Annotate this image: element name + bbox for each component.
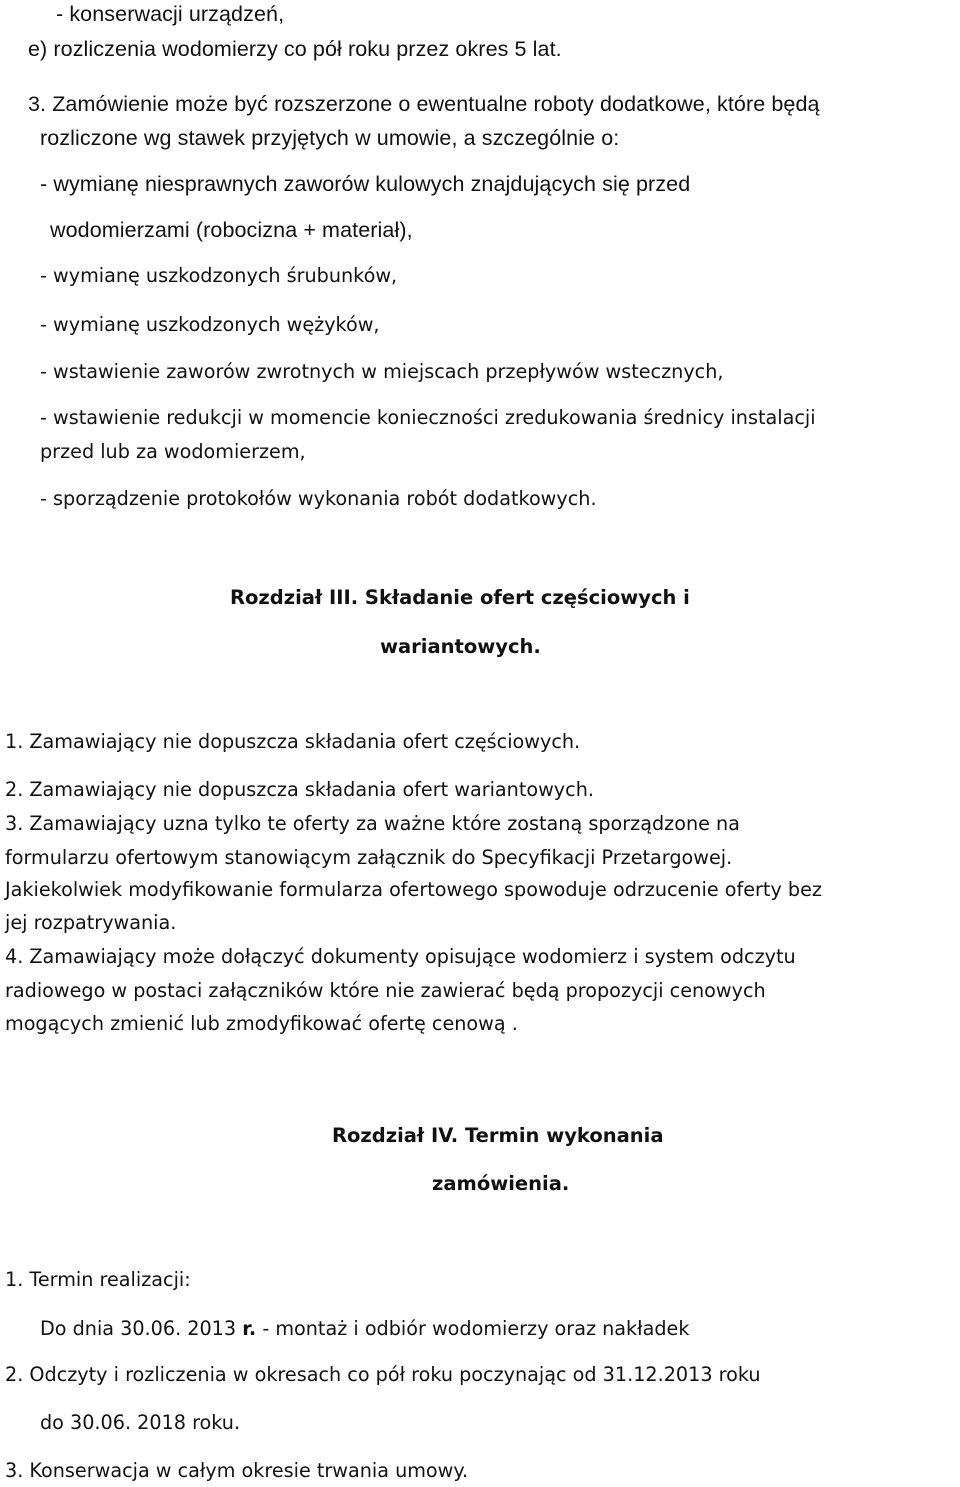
bold-abbrev: r.	[242, 1317, 257, 1340]
list-item: - wstawienie zaworów zwrotnych w miejscach przepływów wstecznych,	[40, 360, 724, 383]
text-line: do 30.06. 2018 roku.	[40, 1411, 241, 1434]
numbered-item: 1. Termin realizacji:	[5, 1268, 191, 1291]
chapter-title: zamówienia.	[432, 1172, 570, 1195]
text-line: - konserwacji urządzeń,	[56, 2, 285, 26]
numbered-item: 2. Zamawiający nie dopuszcza składania ofert wariantowych.	[5, 778, 594, 801]
numbered-item: 3. Konserwacja w całym okresie trwania umowy.	[5, 1459, 469, 1482]
list-item: - wstawienie redukcji w momencie konieczności zredukowania średnicy instalacji	[40, 406, 816, 429]
list-item: - wymianę niesprawnych zaworów kulowych znajdujących się przed	[40, 172, 691, 196]
text-line: Jakiekolwiek modyfikowanie formularza ofertowego spowoduje odrzucenie oferty bez	[5, 878, 822, 901]
text-line: formularzu ofertowym stanowiącym załącznik do Specyfikacji Przetargowej.	[5, 846, 733, 869]
text-line: rozliczone wg stawek przyjętych w umowie, a szczególnie o:	[40, 126, 620, 150]
numbered-item: 1. Zamawiający nie dopuszcza składania ofert częściowych.	[5, 730, 581, 753]
list-item: przed lub za wodomierzem,	[40, 440, 306, 463]
text-line: jej rozpatrywania.	[5, 911, 177, 934]
text-line: radiowego w postaci załączników które nie zawierać będą propozycji cenowych	[5, 979, 766, 1002]
text-fragment: - montaż i odbiór wodomierzy oraz nakładek	[256, 1317, 690, 1340]
chapter-title: Rozdział IV. Termin wykonania	[332, 1124, 664, 1147]
text-line: 3. Zamówienie może być rozszerzone o ewentualne roboty dodatkowe, które będą	[28, 92, 820, 116]
chapter-title: Rozdział III. Składanie ofert częściowych i	[230, 586, 690, 609]
list-item: wodomierzami (robocizna + materiał),	[50, 218, 413, 242]
list-item: - sporządzenie protokołów wykonania robót dodatkowych.	[40, 487, 597, 510]
chapter-title: wariantowych.	[380, 635, 541, 658]
date-text: Do dnia 30.06. 2013	[40, 1317, 243, 1340]
numbered-item: 3. Zamawiający uzna tylko te oferty za ważne które zostaną sporządzone na	[5, 812, 740, 835]
list-item: - wymianę uszkodzonych wężyków,	[40, 313, 380, 336]
text-line: mogących zmienić lub zmodyfikować ofertę cenową .	[5, 1012, 518, 1035]
text-line	[40, 1315, 689, 1343]
numbered-item: 4. Zamawiający może dołączyć dokumenty opisujące wodomierz i system odczytu	[5, 945, 796, 968]
list-item: - wymianę uszkodzonych śrubunków,	[40, 264, 398, 287]
numbered-item: 2. Odczyty i rozliczenia w okresach co pół roku poczynając od 31.12.2013 roku	[5, 1363, 761, 1386]
text-line: e) rozliczenia wodomierzy co pół roku przez okres 5 lat.	[28, 37, 562, 61]
